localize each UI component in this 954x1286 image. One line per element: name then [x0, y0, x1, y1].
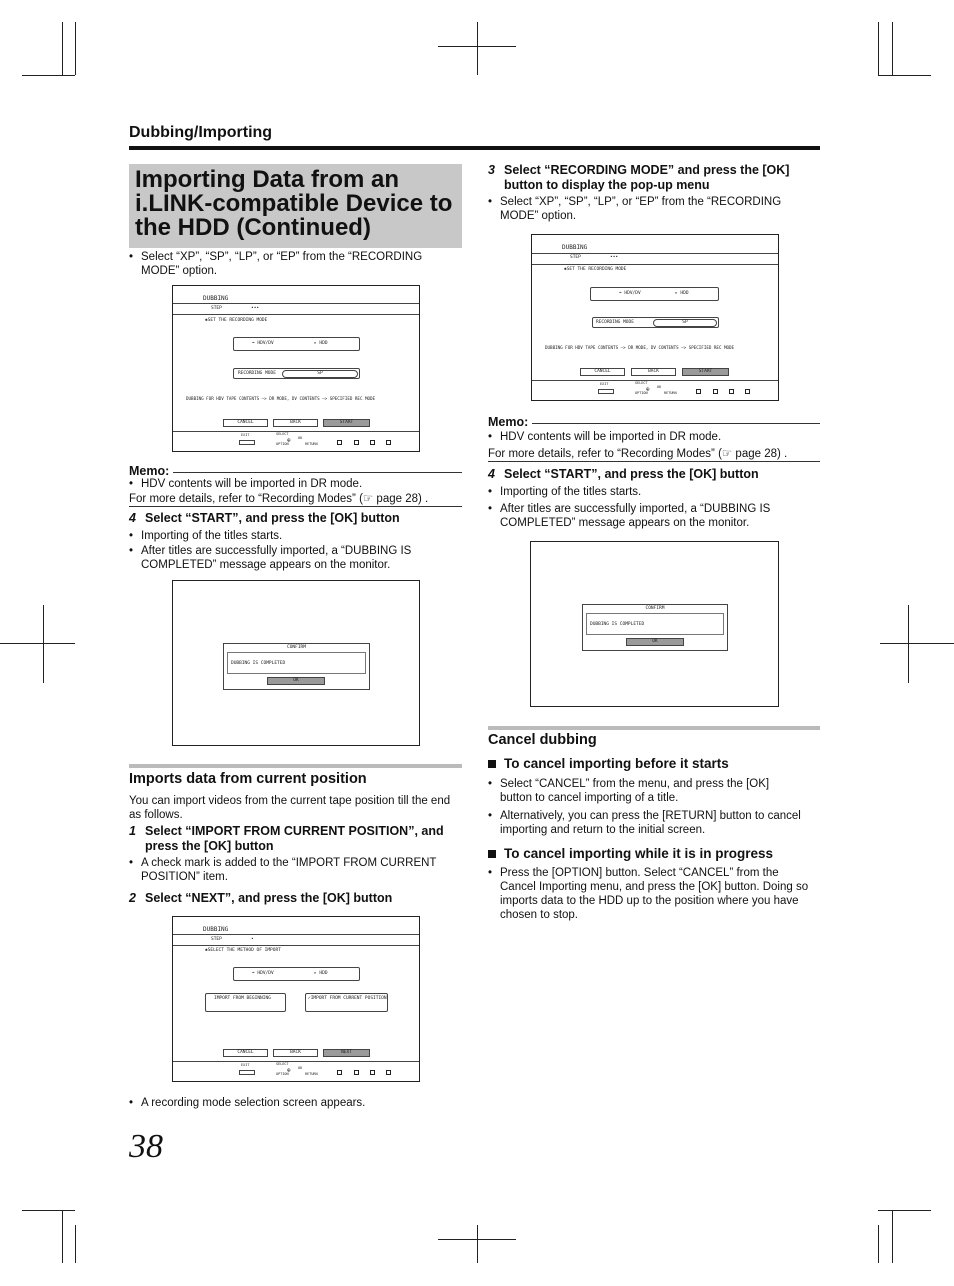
step-4-bullet-1: • Importing of the titles starts. [129, 529, 459, 543]
crop-mark [62, 1210, 63, 1263]
color-key [386, 440, 391, 445]
recording-mode-value[interactable]: SP [282, 370, 358, 378]
color-key [386, 1070, 391, 1075]
memo-label: Memo: [488, 415, 529, 429]
confirm-message: DUBBING IS COMPLETED [586, 613, 724, 635]
back-button[interactable]: BACK [273, 1049, 318, 1057]
crop-mark [878, 22, 879, 75]
confirm-ok-button[interactable]: OK [267, 677, 325, 685]
dubbing-flow-text: DUBBING FOR HDV TAPE CONTENTS —> DR MODE, DV CONTENTS —> SPECIFIED REC MODE [545, 345, 735, 350]
exit-box [239, 1070, 255, 1075]
page-title: Importing Data from an i.LINK-compatible Device to the HDD (Continued) [135, 166, 453, 241]
screen-dubbing-completed-2 [530, 541, 779, 707]
cancel-during-heading: To cancel importing while it is in progress [488, 846, 773, 861]
step-dots: ••• [251, 306, 260, 311]
memo-label: Memo: [129, 464, 170, 478]
cancel-dubbing-heading: Cancel dubbing [488, 732, 597, 748]
step-4-bullet-2: • After titles are successfully imported, a “DUBBING IS COMPLETED” message appears on the monitor. [129, 544, 449, 572]
crop-mark [75, 1225, 76, 1263]
source-dest-box [233, 967, 360, 981]
return-label: RETURN [664, 391, 677, 395]
crop-mark [878, 1225, 879, 1263]
color-key [745, 389, 750, 394]
color-key [729, 389, 734, 394]
color-key [370, 440, 375, 445]
screen-recording-mode-2 [531, 234, 779, 401]
back-button[interactable]: BACK [631, 368, 676, 376]
step-3-heading: 3 Select “RECORDING MODE” and press the [OK] button to display the pop-up menu [488, 163, 790, 192]
color-key [337, 440, 342, 445]
cancel-during-bullet: • Press the [OPTION] button. Select “CANCEL” from the Cancel Importing menu, and press the [OK] button. Doing so imports data to the HDD up to the position where you have chosen to stop. [488, 866, 816, 922]
return-label: RETURN [305, 1072, 318, 1076]
select-label: SELECT [276, 1062, 289, 1066]
recording-mode-label: RECORDING MODE [238, 371, 276, 376]
dest-label: ▸ HDD [314, 971, 328, 976]
screen-import-method [172, 916, 420, 1082]
exit-label: EXIT [600, 382, 609, 386]
exit-box [239, 440, 255, 445]
recording-mode-label: RECORDING MODE [596, 320, 634, 325]
crop-mark [878, 75, 931, 76]
subsection-rule [129, 764, 462, 768]
recording-mode-row[interactable] [592, 317, 719, 328]
back-button[interactable]: BACK [273, 419, 318, 427]
step-1-bullet: • A check mark is added to the “IMPORT FROM CURRENT POSITION” item. [129, 856, 459, 884]
cancel-before-heading: To cancel importing before it starts [488, 756, 729, 771]
crop-mark [880, 643, 954, 644]
imports-heading: Imports data from current position [129, 771, 367, 787]
option-label: OPTION [276, 442, 289, 446]
dest-label: ▸ HDD [675, 291, 689, 296]
exit-label: EXIT [241, 1063, 250, 1067]
ok-label: OK [657, 385, 662, 389]
exit-box [598, 389, 614, 394]
crop-mark [892, 22, 893, 75]
instruction-text: ✱SET THE RECORDING MODE [205, 318, 268, 323]
color-key [696, 389, 701, 394]
option-label: OPTION [276, 1072, 289, 1076]
crop-mark [43, 605, 44, 683]
memo-rule [488, 461, 820, 462]
cancel-before-bullet-1: • Select “CANCEL” from the menu, and press the [OK] button to cancel importing of a title. [488, 777, 798, 805]
crop-mark [22, 75, 75, 76]
step-dots: ••• [610, 255, 619, 260]
screen-recording-mode [172, 285, 420, 452]
bullet-rec-mode: • Select “XP”, “SP”, “LP”, or “EP” from the “RECORDING MODE” option. [129, 250, 449, 278]
nav-dial-icon: ⊕ [287, 1067, 291, 1074]
memo-reference: For more details, refer to “Recording Modes” (☞ page 28) . [488, 448, 788, 460]
source-dest-box [590, 287, 719, 301]
screen-step: STEP [570, 255, 581, 260]
instruction-text: ✱SET THE RECORDING MODE [564, 267, 627, 272]
ok-label: OK [298, 1066, 303, 1070]
step-4-bullet-2: • After titles are successfully imported, a “DUBBING IS COMPLETED” message appears on the monitor. [488, 502, 808, 530]
screen-step: STEP [211, 306, 222, 311]
step-dots: • [251, 937, 254, 942]
cancel-button[interactable]: CANCEL [223, 1049, 268, 1057]
crop-mark [878, 1210, 931, 1211]
nav-dial-icon: ⊕ [287, 437, 291, 444]
confirm-dialog [223, 643, 370, 690]
memo-rule [532, 423, 820, 424]
import-from-current-option[interactable]: ✓IMPORT FROM CURRENT POSITION [305, 993, 388, 1012]
step-1-heading: 1 Select “IMPORT FROM CURRENT POSITION”, and press the [OK] button [129, 824, 444, 853]
step-2-bullet: • A recording mode selection screen appears. [129, 1096, 459, 1110]
start-button[interactable]: START [682, 368, 729, 376]
nav-dial-icon: ⊕ [646, 386, 650, 393]
page-title-box [129, 164, 462, 248]
confirm-title: CONFIRM [287, 645, 306, 650]
cancel-button[interactable]: CANCEL [223, 419, 268, 427]
color-key [354, 440, 359, 445]
next-button[interactable]: NEXT [323, 1049, 370, 1057]
confirm-ok-button[interactable]: OK [626, 638, 684, 646]
color-key [337, 1070, 342, 1075]
memo-rule [129, 506, 462, 507]
step-2-heading: 2 Select “NEXT”, and press the [OK] button [129, 891, 393, 905]
step-3-bullet: • Select “XP”, “SP”, “LP”, or “EP” from the “RECORDING MODE” option. [488, 195, 808, 223]
color-key [354, 1070, 359, 1075]
option-label: OPTION [635, 391, 648, 395]
subsection-rule [488, 726, 820, 730]
section-rule [129, 146, 820, 150]
source-label: ➡ HDV/DV [619, 291, 641, 296]
recording-mode-row[interactable] [233, 368, 360, 379]
confirm-title: CONFIRM [645, 606, 665, 611]
crop-mark [892, 1210, 893, 1263]
screen-step: STEP [211, 937, 222, 942]
imports-intro: You can import videos from the current tape position till the end as follows. [129, 795, 451, 821]
confirm-message: DUBBING IS COMPLETED [227, 652, 366, 674]
crop-mark [477, 1225, 478, 1263]
step-4-heading: 4 Select “START”, and press the [OK] button [488, 467, 759, 481]
exit-label: EXIT [241, 433, 250, 437]
start-button[interactable]: START [323, 419, 370, 427]
step-4-bullet-1: • Importing of the titles starts. [488, 485, 818, 499]
memo-rule [173, 472, 462, 473]
cancel-button[interactable]: CANCEL [580, 368, 625, 376]
crop-mark [62, 22, 63, 75]
screen-title: DUBBING [203, 926, 229, 933]
color-key [713, 389, 718, 394]
source-label: ➡ HDV/DV [252, 341, 274, 346]
crop-mark [22, 1210, 75, 1211]
cancel-before-bullet-2: • Alternatively, you can press the [RETURN] button to cancel importing and return to the initial screen. [488, 809, 820, 837]
dest-label: ▸ HDD [314, 341, 328, 346]
instruction-text: ✱SELECT THE METHOD OF IMPORT [205, 948, 281, 953]
screen-dubbing-completed [172, 580, 420, 746]
memo-reference: For more details, refer to “Recording Modes” (☞ page 28) . [129, 493, 429, 505]
memo-bullet: • HDV contents will be imported in DR mode. [488, 430, 818, 444]
return-label: RETURN [305, 442, 318, 446]
step-4-heading: 4 Select “START”, and press the [OK] button [129, 511, 400, 525]
recording-mode-value[interactable]: SP [653, 319, 717, 327]
import-from-beginning-option[interactable]: IMPORT FROM BEGINNING [205, 993, 286, 1012]
page-number: 38 [129, 1128, 163, 1165]
select-label: SELECT [635, 381, 648, 385]
crop-mark [477, 22, 478, 75]
source-dest-box [233, 337, 360, 351]
screen-title: DUBBING [203, 295, 229, 302]
dubbing-flow-text: DUBBING FOR HDV TAPE CONTENTS —> DR MODE, DV CONTENTS —> SPECIFIED REC MODE [186, 396, 376, 401]
section-label: Dubbing/Importing [129, 124, 273, 141]
source-label: ➡ HDV/DV [252, 971, 274, 976]
crop-mark [0, 643, 75, 644]
ok-label: OK [298, 436, 303, 440]
color-key [370, 1070, 375, 1075]
crop-mark [75, 22, 76, 75]
screen-title: DUBBING [562, 244, 588, 251]
crop-mark [908, 605, 909, 683]
memo-bullet: • HDV contents will be imported in DR mode. [129, 477, 459, 491]
confirm-dialog [582, 604, 728, 651]
select-label: SELECT [276, 432, 289, 436]
